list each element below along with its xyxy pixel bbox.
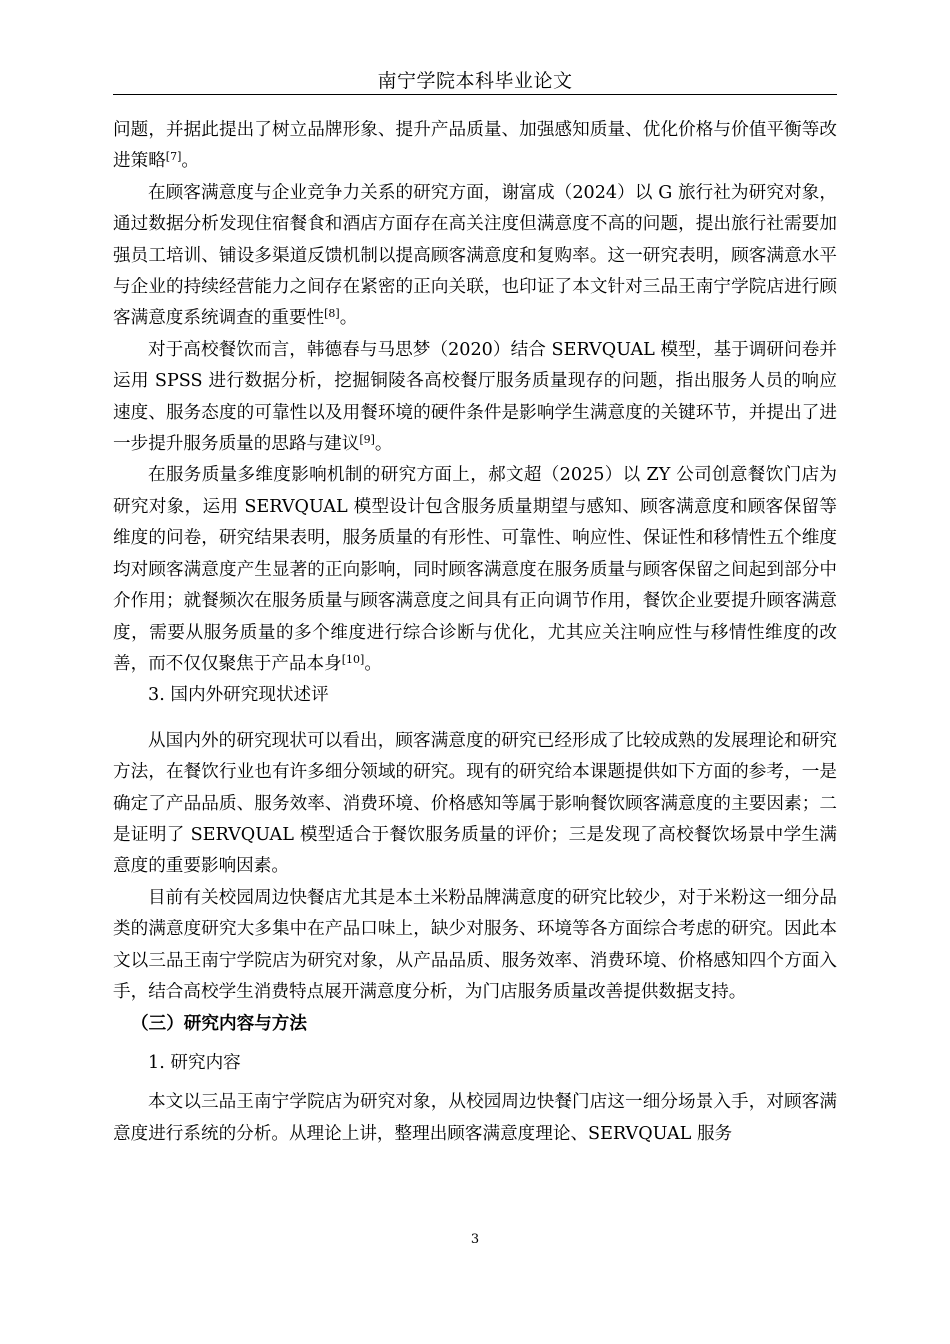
section-heading-content-methods: （三）研究内容与方法 <box>131 1013 307 1035</box>
paragraph-2 <box>113 178 837 335</box>
paragraph-6: 目前有关校园周边快餐店尤其是本土米粉品牌满意度的研究比较少，对于米粉这一细分品类的满意度研究大多集中在产品口味上，缺少对服务、环境等各方面综合考虑的研究。因此本文以三品王南宁学院店为研究对象，从产品品质、服务效率、消费环境、价格感知四个方面入手，结合高校学生消费特点展开满意度分析，为门店服务质量改善提供数据支持。 <box>113 887 837 1002</box>
citation-7: [7] <box>165 150 182 164</box>
paragraph-4-text: 在服务质量多维度影响机制的研究方面上，郝文超（2025）以 ZY 公司创意餐饮门店为研究对象，运用 SERVQUAL 模型设计包含服务质量期望与感知、顾客满意度和顾客保留等维度的问卷，研究结果表明，服务质量的有形性、可靠性、响应性、保证性和移情性五个维度均对顾客满意度产生显著的正向影响，同时顾客满意度在服务质量与顾客保留之间起到部分中介作用；就餐频次在服务质量与顾客满意度之间具有正向调节作用，餐饮企业要提升顾客满意度，需要从服务质量的多个维度进行综合诊断与优化，尤其应关注响应性与移情性维度的改善，而不仅仅聚焦于产品本身 <box>113 465 837 674</box>
citation-10: [10] <box>341 652 365 666</box>
running-header-title: 南宁学院本科毕业论文 <box>377 70 573 92</box>
paragraph-1 <box>113 115 837 178</box>
subheading-research-content: 1. 研究内容 <box>148 1052 241 1073</box>
subheading-literature-review: 3. 国内外研究现状述评 <box>148 685 329 706</box>
paragraph-4 <box>113 460 837 680</box>
paragraph-3-end: 。 <box>374 434 393 455</box>
paragraph-5: 从国内外的研究现状可以看出，顾客满意度的研究已经形成了比较成熟的发展理论和研究方法，在餐饮行业也有许多细分领域的研究。现有的研究给本课题提供如下方面的参考，一是确定了产品品质、服务效率、消费环境、价格感知等属于影响餐饮顾客满意度的主要因素；二是证明了 SERVQUAL 模型适合于餐饮服务质量的评价；三是发现了高校餐饮场景中学生满意度的重要影响因素。 <box>113 730 837 877</box>
citation-8: [8] <box>324 307 340 321</box>
paragraph-3 <box>113 335 837 461</box>
body-text <box>113 115 837 1150</box>
paragraph-3-text: 对于高校餐饮而言，韩德春与马思梦（2020）结合 SERVQUAL 模型，基于调研问卷并运用 SPSS 进行数据分析，挖掘铜陵各高校餐厅服务质量现存的问题，指出服务人员的响应速度、服务态度的可靠性以及用餐环境的硬件条件是影响学生满意度的关键环节，并提出了进一步提升服务质量的思路与建议 <box>113 339 837 455</box>
paragraph-2-end: 。 <box>339 308 358 329</box>
paragraph-1-text: 问题，并据此提出了树立品牌形象、提升产品质量、加强感知质量、优化价格与价值平衡等改进策略 <box>113 120 837 172</box>
header-rule <box>113 94 837 95</box>
page-number: 3 <box>470 1232 480 1247</box>
paragraph-2-text: 在顾客满意度与企业竞争力关系的研究方面，谢富成（2024）以 G 旅行社为研究对象，通过数据分析发现住宿餐食和酒店方面存在高关注度但满意度不高的问题，提出旅行社需要加强员工培训、铺设多渠道反馈机制以提高顾客满意度和复购率。这一研究表明，顾客满意水平与企业的持续经营能力之间存在紧密的正向关联，也印证了本文针对三品王南宁学院店进行顾客满意度系统调查的重要性 <box>113 182 837 329</box>
citation-9: [9] <box>359 433 375 447</box>
paragraph-7: 本文以三品王南宁学院店为研究对象，从校园周边快餐门店这一细分场景入手，对顾客满意度进行系统的分析。从理论上讲，整理出顾客满意度理论、SERVQUAL 服务 <box>113 1092 837 1144</box>
paragraph-4-end: 。 <box>364 653 382 674</box>
paragraph-1-end: 。 <box>181 151 199 172</box>
